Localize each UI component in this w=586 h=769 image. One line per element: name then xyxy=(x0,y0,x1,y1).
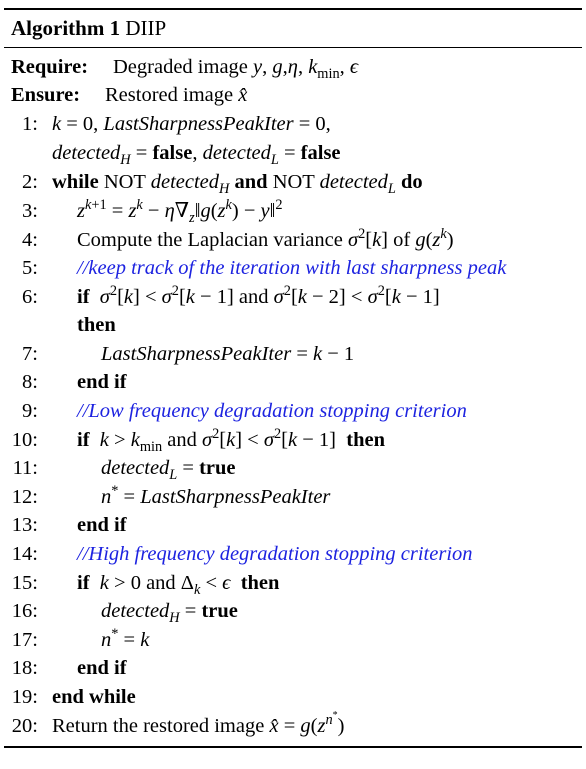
line-number: 12: xyxy=(11,486,38,508)
line-number: 9: xyxy=(22,400,38,422)
line-number: 5: xyxy=(22,257,38,279)
line-text: LastSharpnessPeakIter = k − 1 xyxy=(101,343,355,365)
line-text: end if xyxy=(77,514,127,536)
comment-text: //Low frequency degradation stopping criterion xyxy=(77,400,467,422)
line-text: if k > 0 and $\Delta_k < \epsilon$ then xyxy=(77,572,280,599)
algorithm-title xyxy=(11,16,166,41)
line-text: $z^{k+1} = z^k$ − $\eta\nabla_z‖g(z^k)$ − y‖$^2$ xyxy=(77,197,283,227)
line-text: end while xyxy=(52,686,136,708)
line-number: 15: xyxy=(11,572,38,594)
line-text: detected$_L$ = true xyxy=(101,457,236,484)
line-text: Return the restored image x̂ = $g(z^{n^*})$ xyxy=(52,710,345,737)
line-text: detected$_H$ = true xyxy=(101,600,238,627)
line-number: 8: xyxy=(22,371,38,393)
line-number: 18: xyxy=(11,657,38,679)
comment-text: //High frequency degradation stopping criterion xyxy=(77,543,473,565)
line-text: end if xyxy=(77,371,127,393)
line-text: while NOT detected$_H$ and NOT detected$_L$ do xyxy=(52,171,423,198)
line-number: 10: xyxy=(11,429,38,451)
algorithm-label: Algorithm 1 xyxy=(11,16,121,40)
top-rule xyxy=(4,8,582,10)
ensure-text: Restored image x̂ xyxy=(105,84,248,106)
line-text: if $k > k_{min}$ and $\sigma^2[k] < \sigma^2[k - 1]$ then xyxy=(77,426,385,456)
line-text: if $\sigma^2[k] < \sigma^2[k - 1]$ and $\sigma^2[k - 2] < \sigma^2[k - 1]$ xyxy=(77,283,440,308)
line-number: 14: xyxy=(11,543,38,565)
line-number: 3: xyxy=(22,200,38,222)
line-number: 17: xyxy=(11,629,38,651)
line-number: 7: xyxy=(22,343,38,365)
require-keyword: Require: xyxy=(11,56,89,78)
line-text: k = 0, LastSharpnessPeakIter = 0, xyxy=(52,113,331,135)
ensure-keyword: Ensure: xyxy=(11,84,81,106)
line-number: 1: xyxy=(22,113,38,135)
line-text: n* = k xyxy=(101,626,150,651)
line-text: Compute the Laplacian variance $\sigma^2[k]$ of $g(z^k)$ xyxy=(77,226,454,251)
algorithm-name: DIIP xyxy=(125,16,167,40)
bottom-rule xyxy=(4,746,582,748)
line-number: 13: xyxy=(11,514,38,536)
line-number: 4: xyxy=(22,229,38,251)
line-number: 11: xyxy=(12,457,38,479)
title-rule xyxy=(4,47,582,48)
comment-text: //keep track of the iteration with last sharpness peak xyxy=(77,257,507,279)
line-number: 6: xyxy=(22,286,38,308)
line-number: 2: xyxy=(22,171,38,193)
require-text: Degraded image y, g,η, $k_{min}$, ϵ xyxy=(113,56,359,83)
line-text: then xyxy=(77,314,116,336)
line-text: n* = LastSharpnessPeakIter xyxy=(101,483,331,508)
line-number: 16: xyxy=(11,600,38,622)
line-number: 20: xyxy=(11,715,38,737)
line-number: 19: xyxy=(11,686,38,708)
line-text: end if xyxy=(77,657,127,679)
line-text: detected$_H$ = false, detected$_L$ = false xyxy=(52,142,341,169)
